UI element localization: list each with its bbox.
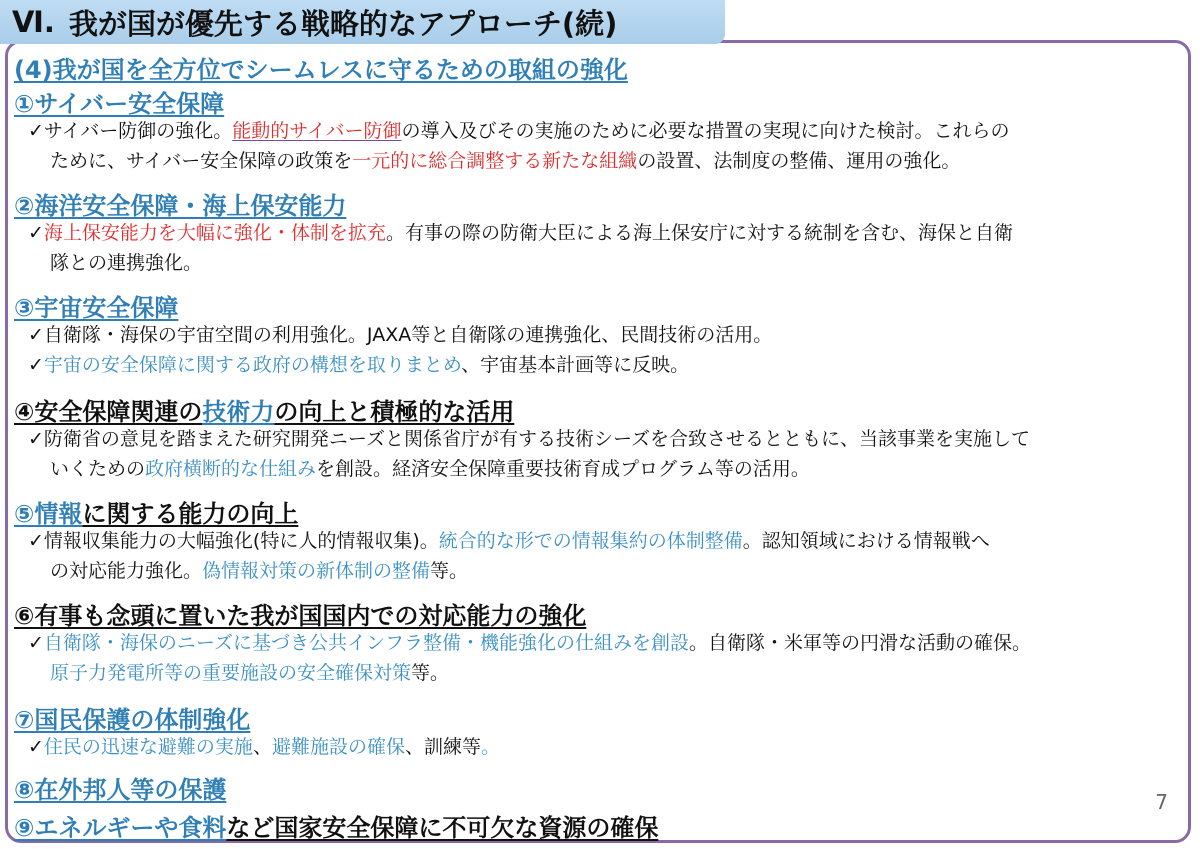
section-domestic-line-1: ✓自衛隊・海保のニーズに基づき公共インフラ整備・機能強化の仕組みを創設。自衛隊・米軍等の円滑な活動の確保。 bbox=[28, 632, 1031, 654]
section-cyber-line-1: ✓サイバー防御の強化。能動的サイバー防御の導入及びその実施のために必要な措置の実現に向けた検討。これらの bbox=[28, 120, 1010, 142]
section-cyber-title: ①サイバー安全保障 bbox=[14, 90, 225, 118]
chapter-number: Ⅵ. bbox=[12, 5, 55, 39]
section-overseas-nationals-title: ⑧在外邦人等の保護 bbox=[14, 776, 227, 804]
section-resources-title: ⑨エネルギーや食料など国家安全保障に不可欠な資源の確保 bbox=[14, 814, 659, 842]
section-maritime-line-1: ✓海上保安能力を大幅に強化・体制を拡充。有事の際の防衛大臣による海上保安庁に対する統制を含む、海保と自衛 bbox=[28, 222, 1013, 244]
section-cyber-line-2: ために、サイバー安全保障の政策を一元的に総合調整する新たな組織の設置、法制度の整備、運用の強化。 bbox=[50, 150, 961, 172]
section-intelligence-line-2: の対応能力強化。偽情報対策の新体制の整備等。 bbox=[50, 560, 469, 582]
section-civil-protection-line-1: ✓住民の迅速な避難の実施、避難施設の確保、訓練等。 bbox=[28, 736, 500, 758]
section-civil-protection-title: ⑦国民保護の体制強化 bbox=[14, 706, 251, 734]
section-intelligence-title: ⑤情報に関する能力の向上 bbox=[14, 500, 299, 528]
section-intelligence-line-1: ✓情報収集能力の大幅強化(特に人的情報収集)。統合的な形での情報集約の体制整備。認知領域における情報戦へ bbox=[28, 530, 990, 552]
section-space-title: ③宇宙安全保障 bbox=[14, 294, 179, 322]
subtitle: (4)我が国を全方位でシームレスに守るための取組の強化 bbox=[14, 56, 628, 84]
section-maritime-title: ②海洋安全保障・海上保安能力 bbox=[14, 192, 347, 220]
section-technology-line-2: いくための政府横断的な仕組みを創設。経済安全保障重要技術育成プログラム等の活用。 bbox=[50, 458, 810, 480]
section-technology-title: ④安全保障関連の技術力の向上と積極的な活用 bbox=[14, 398, 515, 426]
section-space-line-2: ✓宇宙の安全保障に関する政府の構想を取りまとめ、宇宙基本計画等に反映。 bbox=[28, 354, 690, 376]
page-title-bar bbox=[0, 0, 725, 44]
section-technology-line-1: ✓防衛省の意見を踏まえた研究開発ニーズと関係省庁が有する技術シーズを合致させるとともに、当該事業を実施して bbox=[28, 428, 1031, 450]
section-maritime-line-2: 隊との連携強化。 bbox=[50, 252, 203, 274]
page-number: 7 bbox=[1155, 790, 1168, 814]
section-domestic-line-2: 原子力発電所等の重要施設の安全確保対策等。 bbox=[50, 662, 450, 684]
section-space-line-1: ✓自衛隊・海保の宇宙空間の利用強化。JAXA等と自衛隊の連携強化、民間技術の活用。 bbox=[28, 324, 773, 346]
section-domestic-title: ⑥有事も念頭に置いた我が国国内での対応能力の強化 bbox=[14, 602, 587, 630]
page-title: 我が国が優先する戦略的なアプローチ(続) bbox=[68, 6, 618, 41]
